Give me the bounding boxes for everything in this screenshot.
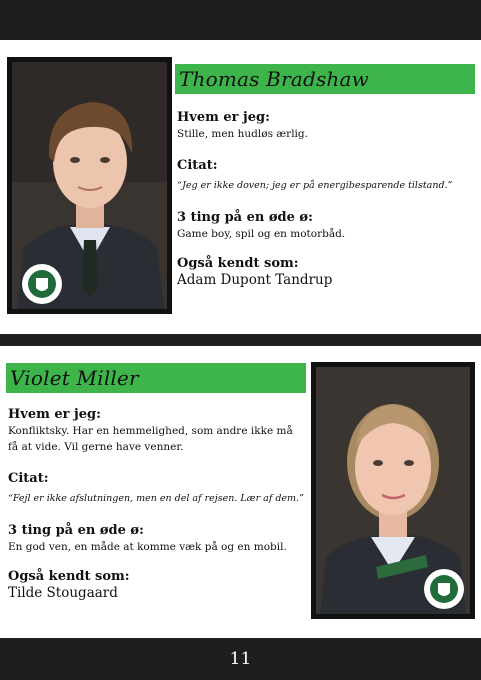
quote-label: Citat: <box>8 471 49 486</box>
alias-value: Adam Dupont Tandrup <box>177 272 333 288</box>
person-name: Thomas Bradshaw <box>179 67 369 91</box>
alias-label: Også kendt som: <box>177 256 299 271</box>
footer-band <box>0 638 481 680</box>
quote-label: Citat: <box>177 158 218 173</box>
portrait-photo-thomas <box>7 57 172 314</box>
portrait-image <box>12 62 167 309</box>
top-band <box>0 0 481 40</box>
quote-value: “Jeg er ikke doven; jeg er på energibesparende tilstand.” <box>177 180 453 191</box>
things-value: Game boy, spil og en motorbåd. <box>177 228 346 240</box>
name-bar-violet <box>6 363 306 393</box>
who-value: Konfliktsky. Har en hemmelighed, som andre ikke må få at vide. Vil gerne have venner. <box>8 425 293 453</box>
profile-info-violet <box>8 407 304 615</box>
things-label: 3 ting på en øde ø: <box>8 523 144 538</box>
divider-band <box>0 334 481 346</box>
page-number: 11 <box>229 649 252 669</box>
alias-value: Tilde Stougaard <box>8 585 118 601</box>
name-bar-thomas <box>175 64 475 94</box>
things-value: En god ven, en måde at komme væk på og en mobil. <box>8 541 287 553</box>
portrait-photo-violet <box>311 362 475 619</box>
portrait-image <box>316 367 470 614</box>
profile-info-thomas <box>177 110 472 302</box>
quote-value: “Fejl er ikke afslutningen, men en del af rejsen. Lær af dem.” <box>8 493 304 504</box>
who-label: Hvem er jeg: <box>177 110 270 125</box>
who-value: Stille, men hudløs ærlig. <box>177 128 308 140</box>
alias-label: Også kendt som: <box>8 569 130 584</box>
who-label: Hvem er jeg: <box>8 407 101 422</box>
things-label: 3 ting på en øde ø: <box>177 210 313 225</box>
person-name: Violet Miller <box>10 366 139 390</box>
